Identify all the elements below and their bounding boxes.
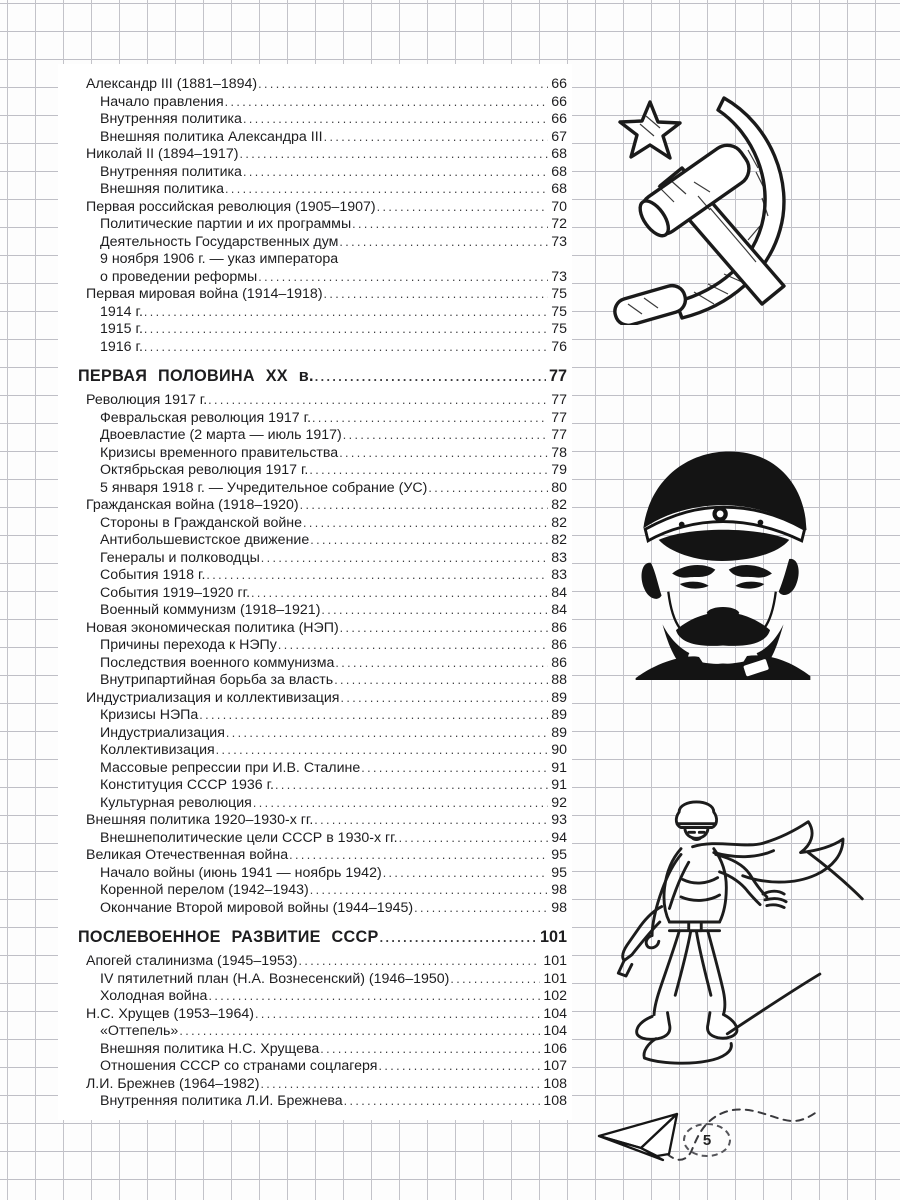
toc-item	[58, 234, 567, 252]
toc-page-number: 101	[543, 970, 567, 987]
dot-leader	[225, 181, 548, 199]
toc-item	[58, 900, 567, 918]
toc-item	[58, 392, 567, 410]
toc-item	[58, 181, 567, 199]
dot-leader	[216, 742, 549, 760]
toc-page-number: 94	[551, 829, 567, 846]
toc-page-number: 91	[551, 777, 567, 793]
dot-leader	[243, 164, 548, 182]
toc-page-number: 68	[551, 181, 567, 197]
dot-leader	[352, 216, 548, 234]
dot-leader	[339, 234, 548, 252]
toc-item	[58, 795, 567, 813]
toc-item	[58, 462, 567, 480]
toc-page-number: 98	[551, 899, 567, 916]
toc-item	[58, 515, 567, 533]
brow-left	[672, 565, 715, 578]
toc-entry-label: Николай II (1894–1917)	[86, 146, 239, 162]
dot-leader	[275, 777, 548, 795]
toc-page-number: 66	[551, 76, 567, 92]
dot-leader	[299, 953, 541, 971]
toc-item	[58, 971, 567, 989]
toc-entry-label: Внешняя политика 1920–1930-х гг.	[86, 812, 314, 828]
toc-entry-label: Внешняя политика Александра III	[100, 128, 323, 145]
toc-entry-label: Октябрьская революция 1917 г.	[100, 462, 309, 478]
dot-leader	[450, 971, 540, 989]
dot-leader	[226, 725, 548, 743]
sickle-handle	[612, 283, 689, 325]
toc-entry-label: Апогей сталинизма (1945–1953)	[86, 953, 298, 969]
toc-page-number: 89	[551, 707, 567, 723]
toc-page-number: 82	[551, 497, 567, 513]
toc-entry-label: Первая мировая война (1914–1918)	[86, 286, 323, 302]
toc-item	[58, 199, 567, 217]
toc-item	[58, 427, 567, 445]
toc-entry-label: ПЕРВАЯ ПОЛОВИНА XX в.	[78, 367, 314, 385]
dot-leader	[144, 321, 548, 339]
ground-line	[727, 974, 820, 1034]
toc-item	[58, 304, 567, 322]
toc-entry-label: Внутренняя политика	[100, 111, 242, 127]
toc-page-number: 90	[551, 742, 567, 758]
toc-item	[58, 251, 567, 269]
ear-right	[779, 559, 799, 595]
dot-leader	[289, 847, 548, 865]
toc-page-number: 66	[551, 111, 567, 127]
dot-leader	[258, 269, 548, 287]
toc-page-number: 92	[551, 794, 567, 811]
toc-item	[58, 445, 567, 463]
toc-page-number: 82	[551, 532, 567, 548]
left-hand	[646, 936, 659, 948]
toc-entry-label: Александр III (1881–1894)	[86, 76, 258, 92]
toc-item	[58, 988, 567, 1006]
dot-leader	[378, 1058, 540, 1076]
toc-page-number: 73	[551, 268, 567, 285]
toc-entry-label: Индустриализация и коллективизация	[86, 689, 340, 706]
toc-item	[58, 410, 567, 428]
torso-right	[714, 849, 727, 922]
toc-section-heading	[58, 927, 567, 947]
dot-leader	[300, 497, 549, 515]
dot-leader	[206, 567, 548, 585]
toc-entry-label: Внешняя политика	[100, 181, 225, 197]
toc-entry-label: События 1918 г.	[100, 567, 206, 583]
toc-entry-label: Генералы и полководцы	[100, 549, 260, 566]
dot-leader	[225, 94, 549, 112]
toc-item	[58, 672, 567, 690]
toc-entry-label: Великая Отечественная война	[86, 847, 289, 863]
toc-page-number: 75	[551, 321, 567, 337]
toc-entry-label: Политические партии и их программы	[100, 216, 352, 232]
toc-entry-label: IV пятилетний план (Н.А. Вознесенский) (1946–1950)	[100, 970, 450, 987]
toc-entry-label: Внутренняя политика Л.И. Брежнева	[100, 1093, 343, 1109]
dot-leader	[361, 760, 548, 778]
ear-left	[642, 563, 662, 599]
dot-leader	[309, 462, 548, 480]
toc-item	[58, 760, 567, 778]
toc-page-number: 80	[551, 479, 567, 496]
toc-item	[58, 480, 567, 498]
dot-leader	[208, 392, 548, 410]
toc-entry-label: «Оттепель»	[100, 1023, 179, 1039]
dot-leader	[258, 76, 548, 94]
dot-leader	[324, 129, 549, 147]
dot-leader	[310, 882, 548, 900]
toc-entry-label: Индустриализация	[100, 724, 225, 741]
toc-entry-label: События 1919–1920 гг.	[100, 584, 251, 601]
toc-page-number: 102	[543, 988, 567, 1004]
toc-page-number: 68	[551, 146, 567, 162]
toc-page-number: 98	[551, 882, 567, 898]
dot-leader	[312, 410, 548, 428]
toc	[58, 76, 567, 1111]
dot-leader	[239, 146, 548, 164]
toc-entry-label: Начало войны (июнь 1941 — ноябрь 1942)	[100, 864, 382, 881]
toc-page-number: 106	[543, 1040, 567, 1057]
toc-page-number: 104	[543, 1023, 567, 1039]
toc-item	[58, 620, 567, 638]
toc-entry-label: 1915 г.	[100, 321, 143, 337]
dot-leader	[208, 988, 540, 1006]
dot-leader	[428, 480, 548, 498]
toc-page-number: 107	[543, 1058, 567, 1074]
toc-page-number: 86	[551, 619, 567, 636]
toc-item	[58, 146, 567, 164]
toc-section-heading	[58, 366, 567, 386]
toc-entry-label: Гражданская война (1918–1920)	[86, 497, 299, 513]
cap-visor	[659, 530, 790, 561]
toc-item	[58, 111, 567, 129]
toc-page-number: 101	[543, 953, 567, 969]
dot-leader	[321, 602, 548, 620]
toc-entry-label: Новая экономическая политика (НЭП)	[86, 619, 339, 636]
page-number: 5	[702, 1131, 712, 1149]
toc-item	[58, 1058, 567, 1076]
base-rock	[644, 1039, 731, 1063]
dot-leader	[243, 111, 548, 129]
dot-leader	[199, 707, 548, 725]
dot-leader	[144, 304, 548, 322]
dot-leader	[383, 865, 549, 883]
dot-leader	[310, 532, 548, 550]
toc-entry-label: Внутренняя политика	[100, 163, 242, 180]
toc-item	[58, 830, 567, 848]
dot-leader	[303, 515, 548, 533]
toc-page-number: 66	[551, 93, 567, 110]
dot-leader	[251, 585, 548, 603]
toc-page-number: 84	[551, 584, 567, 601]
toc-item	[58, 1041, 567, 1059]
toc-item	[58, 812, 567, 830]
toc-entry-label: Кризисы временного правительства	[100, 444, 339, 461]
toc-entry-label: 9 ноября 1906 г. — указ императора	[100, 251, 339, 267]
toc-entry-label: Стороны в Гражданской войне	[100, 514, 303, 531]
toc-entry-label: Коллективизация	[100, 742, 215, 758]
toc-entry-label: Внешнеполитические цели СССР в 1930-х гг.	[100, 829, 398, 846]
toc-item	[58, 707, 567, 725]
toc-entry-label: Первая российская революция (1905–1907)	[86, 198, 376, 215]
dot-leader	[144, 339, 548, 357]
toc-entry-label: Военный коммунизм (1918–1921)	[100, 602, 321, 618]
toc-item	[58, 882, 567, 900]
toc-item	[58, 567, 567, 585]
mustache	[676, 612, 770, 646]
toc-entry-label: Культурная революция	[100, 794, 252, 811]
toc-item	[58, 269, 567, 287]
toc-item	[58, 321, 567, 339]
dot-leader	[399, 830, 549, 848]
toc-page-number: 77	[551, 392, 567, 408]
toc-page-number: 91	[551, 759, 567, 776]
toc-entry-label: Окончание Второй мировой войны (1944–1945)	[100, 899, 414, 916]
toc-entry-label: Двоевластие (2 марта — июль 1917)	[100, 427, 342, 443]
toc-item	[58, 1023, 567, 1041]
toc-entry-label: о проведении реформы	[100, 268, 258, 285]
toc-item	[58, 585, 567, 603]
toc-entry-label: Отношения СССР со странами соцлагеря	[100, 1058, 378, 1074]
toc-page-number: 82	[551, 514, 567, 531]
toc-page-number: 79	[551, 462, 567, 478]
toc-item	[58, 1076, 567, 1094]
toc-item	[58, 216, 567, 234]
toc-entry-label: 1916 г.	[100, 338, 143, 355]
eye-left	[680, 582, 709, 589]
toc-item	[58, 725, 567, 743]
toc-entry-label: Деятельность Государственных дум	[100, 233, 339, 250]
toc-entry-label: Антибольшевистское движение	[100, 532, 310, 548]
toc-entry-label: Л.И. Брежнев (1964–1982)	[86, 1075, 260, 1092]
toc-page-number: 108	[543, 1093, 567, 1109]
toc-item	[58, 953, 567, 971]
toc-entry-label: Внешняя политика Н.С. Хрущева	[100, 1040, 320, 1057]
toc-item	[58, 777, 567, 795]
leg-right	[708, 932, 725, 1015]
toc-page-number: 95	[551, 847, 567, 863]
toc-page-number: 83	[551, 549, 567, 566]
paper-airplane-icon	[599, 1114, 677, 1160]
hammer-sickle-star-illustration	[598, 90, 808, 325]
soldier-statue-illustration	[600, 788, 870, 1083]
toc-entry-label: Н.С. Хрущев (1953–1964)	[86, 1005, 254, 1022]
toc-entry-label: Конституция СССР 1936 г.	[100, 777, 274, 793]
toc-entry-label: Коренной перелом (1942–1943)	[100, 882, 309, 898]
toc-item	[58, 1093, 567, 1111]
toc-entry-label: 1914 г.	[100, 303, 143, 320]
toc-page-number: 95	[551, 864, 567, 881]
dot-leader	[340, 620, 549, 638]
toc-page-number: 108	[543, 1075, 567, 1092]
toc-page-number: 104	[543, 1005, 567, 1022]
toc-page-number: 67	[551, 128, 567, 145]
toc-item	[58, 286, 567, 304]
dot-leader	[253, 795, 548, 813]
shoulders	[636, 655, 811, 680]
toc-page-number: 70	[551, 198, 567, 215]
toc-page-number: 101	[539, 928, 567, 946]
toc-page-number: 75	[551, 303, 567, 320]
toc-item	[58, 76, 567, 94]
toc-item	[58, 847, 567, 865]
dot-leader	[334, 672, 548, 690]
toc-item	[58, 532, 567, 550]
dot-leader	[414, 900, 548, 918]
toc-page-number: 77	[551, 427, 567, 443]
dot-leader	[314, 812, 548, 830]
toc-item	[58, 742, 567, 760]
toc-entry-label: Причины перехода к НЭПу	[100, 637, 277, 653]
dot-leader	[343, 427, 548, 445]
brow-right	[729, 565, 772, 578]
dot-leader	[179, 1023, 540, 1041]
dot-leader	[324, 286, 549, 304]
toc-item	[58, 94, 567, 112]
content-panel	[58, 64, 572, 1120]
hand-open	[763, 891, 786, 907]
dot-leader	[380, 928, 537, 948]
toc-page-number: 77	[548, 367, 567, 385]
eye-right	[735, 582, 764, 589]
toc-item	[58, 339, 567, 357]
toc-entry-label: ПОСЛЕВОЕННОЕ РАЗВИТИЕ СССР	[78, 928, 379, 946]
toc-page-number: 84	[551, 602, 567, 618]
toc-item	[58, 655, 567, 673]
dot-leader	[255, 1006, 540, 1024]
dot-leader	[377, 199, 549, 217]
page-number-badge	[683, 1123, 731, 1157]
toc-page-number: 86	[551, 654, 567, 671]
dot-leader	[339, 445, 548, 463]
toc-page-number: 73	[551, 233, 567, 250]
dot-leader	[335, 655, 548, 673]
toc-item	[58, 637, 567, 655]
boot-right	[708, 1013, 737, 1039]
toc-item	[58, 497, 567, 515]
toc-page-number: 89	[551, 689, 567, 706]
toc-page-number: 68	[551, 163, 567, 180]
toc-entry-label: Массовые репрессии при И.В. Сталине	[100, 759, 361, 776]
toc-page-number: 75	[551, 286, 567, 302]
toc-page-number: 93	[551, 812, 567, 828]
dot-leader	[320, 1041, 540, 1059]
toc-page-number: 77	[551, 409, 567, 426]
toc-item	[58, 690, 567, 708]
toc-entry-label: Революция 1917 г.	[86, 392, 208, 408]
toc-entry-label: Внутрипартийная борьба за власть	[100, 672, 334, 688]
toc-entry-label: 5 января 1918 г. — Учредительное собрание (УС)	[100, 479, 428, 496]
boot-left	[637, 1013, 670, 1040]
toc-entry-label: Кризисы НЭПа	[100, 707, 199, 723]
toc-page-number: 76	[551, 338, 567, 355]
toc-page-number: 78	[551, 444, 567, 461]
toc-page-number: 89	[551, 724, 567, 741]
toc-page-number: 72	[551, 216, 567, 232]
dot-leader	[261, 550, 548, 568]
dot-leader	[315, 367, 546, 387]
toc-item	[58, 129, 567, 147]
toc-entry-label: Последствия военного коммунизма	[100, 654, 335, 671]
toc-page-number: 86	[551, 637, 567, 653]
dot-leader	[340, 690, 548, 708]
toc-item	[58, 602, 567, 620]
toc-item	[58, 1006, 567, 1024]
toc-item	[58, 550, 567, 568]
toc-item	[58, 164, 567, 182]
star-icon	[620, 102, 680, 158]
toc-page-number: 88	[551, 672, 567, 688]
toc-entry-label: Начало правления	[100, 93, 224, 110]
toc-entry-label: Холодная война	[100, 988, 208, 1004]
dot-leader	[260, 1076, 540, 1094]
toc-item	[58, 865, 567, 883]
toc-page-number: 83	[551, 567, 567, 583]
toc-entry-label: Февральская революция 1917 г.	[100, 409, 312, 426]
stalin-portrait-illustration	[628, 440, 818, 680]
dot-leader	[344, 1093, 541, 1111]
dot-leader	[278, 637, 548, 655]
